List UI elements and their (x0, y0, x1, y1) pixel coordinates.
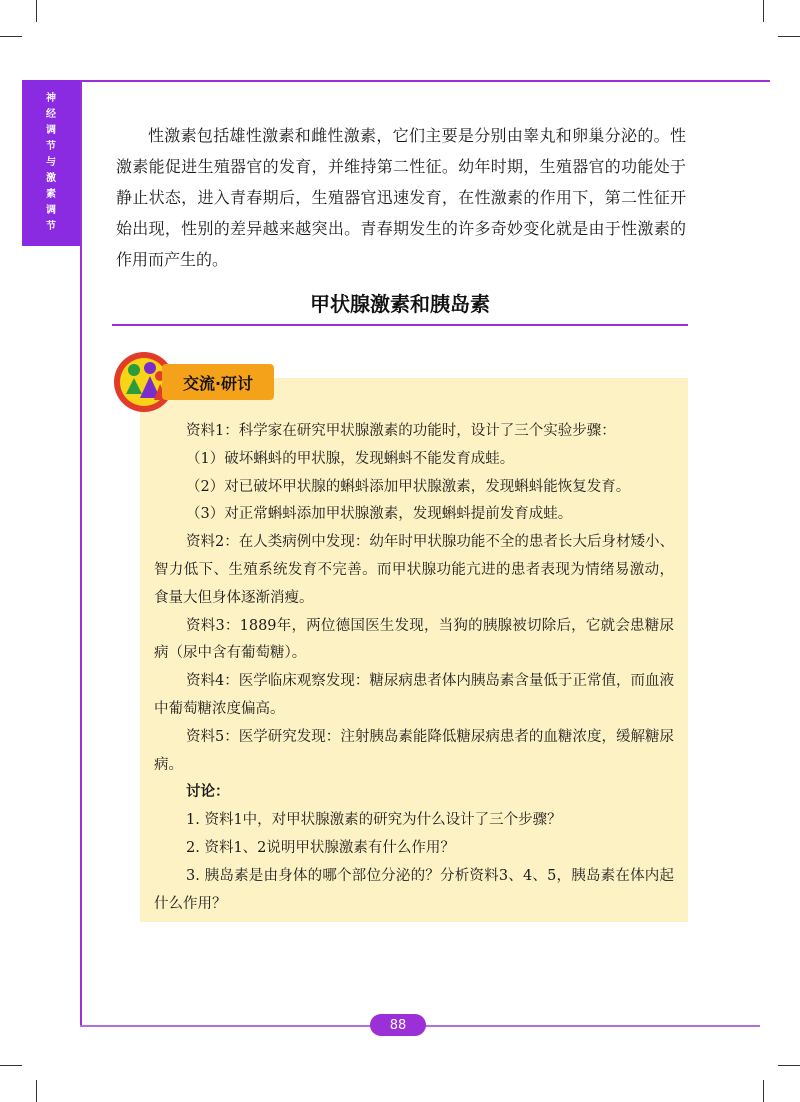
crop-mark (0, 1065, 22, 1066)
discussion-heading: 讨论： (186, 784, 230, 801)
discussion-line: 资料1：科学家在研究甲状腺激素的功能时，设计了三个实验步骤： (186, 423, 616, 439)
intro-paragraph: 性激素包括雄性激素和雌性激素，它们主要是分别由睾丸和卵巢分泌的。性激素能促进生殖器官的发育，并维持第二性征。幼年时期，生殖器官的功能处于静止状态，进入青春期后，生殖器官迅速发育，在性激素的作用下，第二性征开始出现，性别的差异越来越突出。青春期发生的许多奇妙变化就是由于性激素的作用而产生的。 (116, 126, 686, 269)
header-rule (80, 80, 770, 82)
side-tab-char: 神 (46, 93, 56, 104)
section-title: 甲状腺激素和胰岛素 (310, 292, 490, 316)
discussion-question: 2. 资料1、2说明甲状腺激素有什么作用？ (186, 839, 455, 856)
section-title-rule (112, 324, 688, 326)
side-tab-char: 素 (46, 189, 56, 200)
discussion-badge: 交流·研讨 (162, 364, 274, 400)
side-tab-char: 调 (46, 205, 56, 216)
crop-mark (778, 36, 800, 37)
discussion-line: （1）破坏蝌蚪的甲状腺，发现蝌蚪不能发育成蛙。 (186, 450, 515, 467)
discussion-line: （3）对正常蝌蚪添加甲状腺激素，发现蝌蚪提前发育成蛙。 (186, 506, 573, 523)
crop-mark (778, 1065, 800, 1066)
left-margin-rule (80, 80, 82, 1026)
side-tab-char: 经 (46, 109, 56, 120)
crop-mark (0, 36, 22, 37)
crop-mark (36, 1080, 37, 1102)
chapter-side-tab (22, 80, 80, 246)
discussion-line: 资料3：1889年，两位德国医生发现，当狗的胰腺被切除后，它就会患糖尿病（尿中含有葡萄糖）。 (154, 617, 674, 662)
side-tab-char: 节 (46, 141, 56, 152)
discussion-question: 3. 胰岛素是由身体的哪个部位分泌的？分析资料3、4、5，胰岛素在体内起什么作用？ (154, 867, 674, 912)
side-tab-char: 节 (46, 221, 56, 232)
side-tab-char: 调 (46, 125, 56, 136)
discussion-line: 资料5：医学研究发现：注射胰岛素能降低糖尿病患者的血糖浓度，缓解糖尿病。 (154, 728, 674, 773)
crop-mark (36, 0, 37, 22)
page-number: 88 (370, 1014, 426, 1036)
discussion-line: （2）对已破坏甲状腺的蝌蚪添加甲状腺激素，发现蝌蚪能恢复发育。 (186, 478, 631, 495)
discussion-body (154, 418, 674, 918)
side-tab-char: 与 (46, 157, 56, 168)
discussion-line: 资料2：在人类病例中发现：幼年时甲状腺功能不全的患者长大后身材矮小、智力低下、生殖系统发育不完善。而甲状腺功能亢进的患者表现为情绪易激动，食量大但身体逐渐消瘦。 (154, 534, 674, 606)
crop-mark (763, 0, 764, 22)
discussion-question: 1. 资料1中，对甲状腺激素的研究为什么设计了三个步骤？ (186, 812, 562, 829)
side-tab-char: 激 (46, 173, 56, 184)
crop-mark (763, 1080, 764, 1102)
discussion-line: 资料4：医学临床观察发现：糖尿病患者体内胰岛素含量低于正常值，而血液中葡萄糖浓度偏高。 (154, 673, 674, 717)
